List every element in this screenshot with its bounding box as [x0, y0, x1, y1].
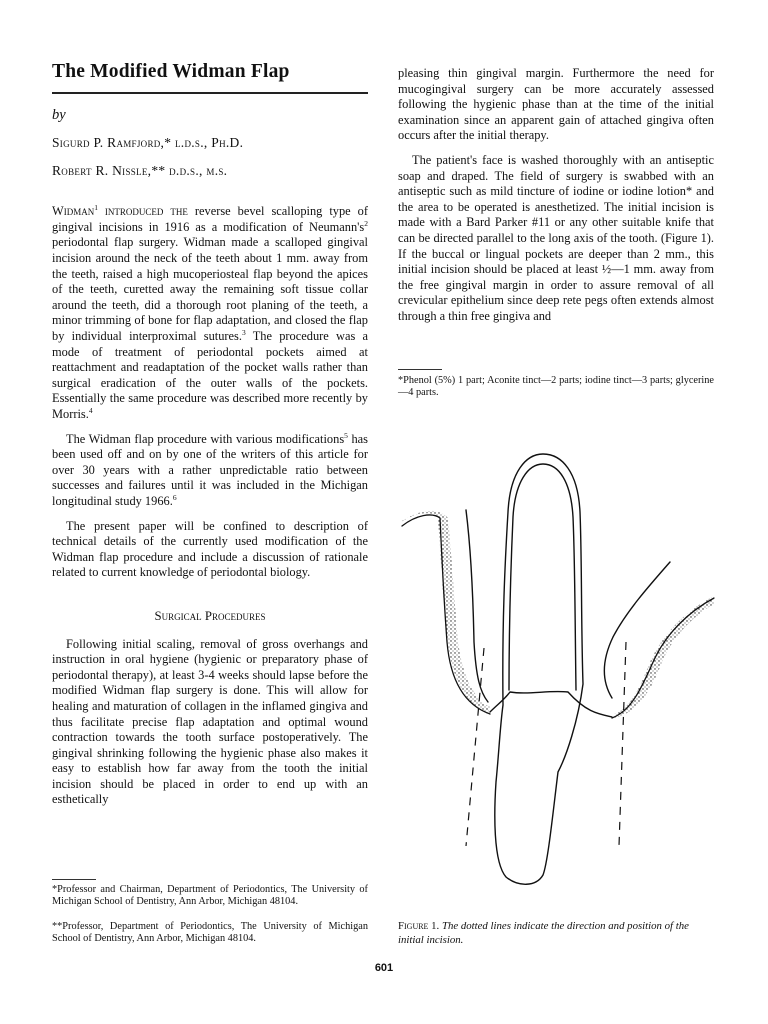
paragraph-history [52, 432, 368, 510]
lead-words: introduced the [97, 204, 188, 219]
cementoenamel-line [490, 692, 612, 717]
reference-mark: 3 [241, 328, 246, 338]
paragraph-text: The procedure was a mode of treatment of periodontal pockets aimed at reattachment and readaptation of the pocket walls rather than surgical eradication of the outer walls of the pockets. Essentially the same procedure was described more recently by Morris. [52, 329, 369, 421]
page-number: 601 [374, 962, 394, 974]
paragraph-intro [52, 204, 368, 422]
reference-mark: 2 [364, 218, 368, 228]
paragraph-surgery: The patient's face is washed thoroughly with an antiseptic soap and draped. The field of surgery is swabbed with an antiseptic such as mild tincture of iodine or iodine lotion* and the area to be operated is anesthetized. The initial incision is made with a Bard Parker #11 or any other suitable knife that can be directed parallel to the long axis of the tooth. (Figure 1). If the buccal or lingual pockets are deeper than 2 mm., this initial incision should be placed at least ½—1 mm. away from the free gingival margin in order to assure removal of all crevicular epithelium since deep rete pegs often extends almost through a thin free gingiva and [398, 152, 714, 323]
author-2 [52, 163, 368, 179]
right-column [398, 66, 714, 325]
footnote-rule [52, 879, 96, 880]
lead-word: Widman [52, 204, 95, 219]
title-rule [52, 92, 368, 94]
paragraph-procedure: Following initial scaling, removal of gross overhangs and instruction in oral hygiene (hygienic or preparatory phase of periodontal therapy), at least 3-4 weeks should lapse before the modified Widman flap surgery is done. This will allow for healing and maturation of collagen in the inflamed gingiva and thus facilitate precise flap adaptation and optimal wound contraction towards the tooth surface postoperatively. The gingival shrinking following the hygienic phase also makes it easy to establish how far away from the tooth the initial incision should be placed in order to end up with an esthetically [52, 636, 368, 807]
footnote-author-2: **Professor, Department of Periodontics, The University of Michigan School of Dentistry, Ann Arbor, Michigan 48104. [52, 921, 368, 945]
reference-mark: 5 [344, 430, 348, 440]
author-1-degrees: l.d.s., Ph.D. [174, 135, 244, 151]
reference-mark: 4 [88, 406, 93, 415]
paragraph-text: periodontal flap surgery. Widman made a scalloped gingival incision around the neck of the teeth about 1 mm. away from the teeth, raised a high mucoperiosteal flap beyond the apices of the teeth, curetted away the remaining soft tissue collar around the teeth, did a thorough root planing of the teeth, a minor trimming of bone for flap adaptation, and closed the flap by individual interproximal sutures. [52, 235, 368, 344]
figure-caption [398, 919, 714, 947]
paragraph-continued: pleasing thin gingival margin. Furthermore the need for mucogingival surgery can be more accurately assessed following the hygienic phase than at the time of the initial examination since an apparent gain of attached gingiva often occurs after the initial therapy. [398, 66, 714, 143]
footnote-rule [398, 369, 442, 370]
left-bone-outline [466, 510, 488, 702]
right-bone-outline [604, 562, 670, 698]
left-column [52, 60, 368, 808]
article-title: The Modified Widman Flap [52, 61, 290, 82]
byline: by [52, 106, 66, 123]
paragraph-scope: The present paper will be confined to description of technical details of the currently used modification of the Widman flap procedure and include a discussion of rationale related to current knowledge of periodontal biology. [52, 518, 368, 580]
figure-label: Figure 1. [398, 920, 440, 932]
left-incision-line [466, 648, 484, 846]
author-1-name: Sigurd P. Ramfjord,* [52, 135, 172, 151]
left-gingiva-stipple [398, 511, 490, 714]
section-heading: Surgical Procedures [154, 608, 266, 623]
paragraph-text: reverse bevel scalloping type of gingival incisions in 1916 as a modification of Neumann's [52, 204, 368, 234]
reference-mark: 1 [94, 203, 98, 213]
tooth-diagram [398, 452, 718, 897]
right-incision-line [619, 642, 626, 846]
paragraph-text: The Widman flap procedure with various modifications [66, 431, 345, 446]
footnote-author-1: *Professor and Chairman, Department of Periodontics, The University of Michigan School of Dentistry, Ann Arbor, Michigan 48104. [52, 884, 368, 908]
tooth-outer-outline [495, 454, 583, 884]
author-1 [52, 135, 368, 151]
tooth-inner-outline [509, 464, 576, 690]
reference-mark: 6 [172, 492, 177, 502]
footnote-phenol: *Phenol (5%) 1 part; Aconite tinct—2 parts; iodine tinct—3 parts; glycerine—4 parts. [398, 375, 714, 399]
author-2-name: Robert R. Nissle,** [52, 162, 166, 178]
right-gingiva-stipple [614, 596, 714, 718]
figure-caption-text: The dotted lines indicate the direction and position of the initial incision. [398, 920, 689, 946]
paragraph-text: has been used off and on by one of the writers of this article for over 30 years with a rather unpredictable ratio between successes and failures until it was included in the Michigan longitudinal study 1966. [52, 431, 368, 508]
author-2-degrees: d.d.s., m.s. [169, 162, 228, 178]
